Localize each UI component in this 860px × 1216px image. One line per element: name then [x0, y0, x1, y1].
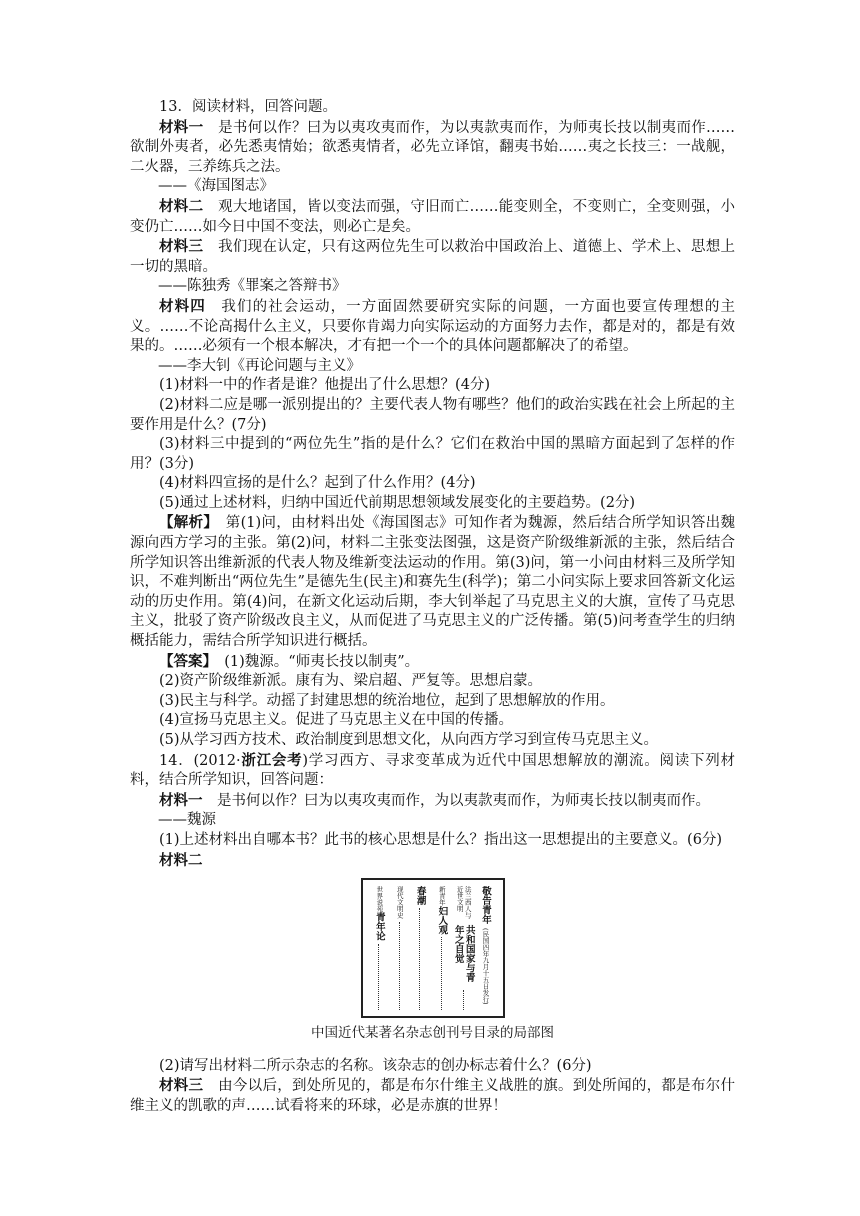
- q13-material-1: [130, 118, 735, 178]
- contents-title: 共和国家与青年之自觉: [452, 924, 475, 982]
- q13-question-3: (3)材料三中提到的“两位先生”指的是什么？它们在救治中国的黑暗方面起到了怎样的作用？(3分): [130, 436, 735, 472]
- dotted-leader: [419, 908, 421, 1010]
- answer-text: (1)魏源。“师夷长技以制夷”。: [209, 653, 420, 670]
- contents-title: 春潮: [414, 886, 426, 906]
- dotted-leader: [399, 922, 401, 1011]
- q13-question-4: (4)材料四宣扬的是什么？起到了什么作用？(4分): [159, 475, 476, 492]
- document-page: [130, 98, 735, 1116]
- contents-title: 敬告青年: [480, 886, 492, 925]
- q13-material-2: [130, 197, 735, 237]
- contents-title: 妇人观: [436, 905, 448, 935]
- dotted-leader: [378, 944, 380, 1011]
- q13-answer-5: (5)从学习西方技术、政治制度到思想文化，从向西方学习到宣传马克思主义。: [159, 732, 659, 748]
- material-label: 材料一: [159, 118, 204, 136]
- q13-answer-1: [130, 652, 735, 673]
- q14-material-1-source: ——魏源: [158, 812, 216, 829]
- q13-material-4-source: ——李大钊《再论问题与主义》: [158, 357, 361, 374]
- material-text: 我们现在认定，只有这两位先生可以救治中国政治上、道德上、学术上、思想上一切的黑暗。: [130, 239, 736, 275]
- magazine-contents-image: [361, 878, 505, 1018]
- contents-note: (民国四年九月十五日发行): [481, 928, 490, 1005]
- material-text: 是书何以作？曰为以夷攻夷而作，为以夷款夷而作，为师夷长技以制夷而作。: [202, 792, 710, 809]
- q13-question-1: (1)材料一中的作者是谁？他提出了什么思想？(4分): [159, 377, 491, 394]
- contents-column: [436, 886, 447, 1010]
- analysis-label: 【解析】: [159, 514, 211, 532]
- q13-material-4: [130, 297, 735, 357]
- magazine-figure: [130, 878, 735, 1018]
- answer-label: 【答案】: [159, 652, 210, 670]
- q13-answer-2: (2)资产阶级维新派。康有为、梁启超、严复等。思想启蒙。: [159, 673, 543, 690]
- q13-material-3-source: ——陈独秀《罪案之答辩书》: [158, 278, 347, 295]
- material-label: 材料三: [159, 1077, 204, 1095]
- q14-title-text: )学习西方、寻求变革成为近代中国思想解放的潮流。阅读下列材料，结合所学知识，回答问题：: [130, 752, 736, 789]
- dotted-leader: [463, 990, 465, 1010]
- material-label: 材料三: [159, 238, 204, 256]
- material-text: 是书何以作？曰为以夷攻夷而作，为以夷款夷而作，为师夷长技以制夷而作……欲制外夷者，必先悉夷情始；欲悉夷情者，必先立译馆，翻夷书始……夷之长技三：一战舰，二火器，三养练兵之法。: [130, 119, 736, 175]
- contents-column: [415, 886, 426, 1010]
- contents-subtitle: 现代文明史: [395, 886, 404, 919]
- dotted-leader: [441, 937, 443, 1010]
- q14-material-3: [130, 1076, 735, 1116]
- q14-number: 14．(2012·: [159, 752, 241, 769]
- contents-column: [374, 886, 385, 1010]
- q14-source: 浙江会考: [240, 751, 303, 769]
- q13-analysis: [130, 513, 735, 651]
- contents-subtitle: 法兰西人与近世文明: [455, 886, 472, 919]
- q14-question-2: (2)请写出材料二所示杂志的名称。该杂志的创办标志着什么？(6分): [159, 1057, 592, 1074]
- contents-subtitle: 世界说苑: [375, 886, 384, 913]
- material-label: 材料二: [159, 197, 204, 215]
- q14-question-1: (1)上述材料出自哪本书？此书的核心思想是什么？指出这一思想提出的主要意义。(6分): [159, 831, 723, 848]
- contents-title: 青年论: [373, 912, 385, 941]
- contents-column: [480, 886, 491, 1010]
- material-text: 观大地诸国，皆以变法而强，守旧而亡……能变则全，不变则亡，全变则强，小变仍亡……如今日中国不变法，则必亡是矣。: [130, 198, 736, 235]
- material-text: 由今以后，到处所见的，都是布尔什维主义战胜的旗。到处所闻的，都是布尔什维主义的凯歌的声……试看将来的环球，必是赤旗的世界！: [130, 1078, 736, 1114]
- material-text: 我们的社会运动，一方面固然要研究实际的问题，一方面也要宣传理想的主义。……不论高揭什么主义，只要你肯竭力向实际运动的方面努力去作，都是对的，都是有效果的。……必须有一个根本解决，才有把一个一个的具体问题都解决了的希望。: [130, 298, 736, 355]
- contents-column: [396, 886, 404, 1010]
- q14-material-2-label: 材料二: [159, 851, 203, 869]
- q13-answer-3: (3)民主与科学。动摇了封建思想的统治地位，起到了思想解放的作用。: [159, 692, 615, 709]
- material-label: 材料四: [159, 297, 206, 315]
- analysis-text: 第(1)问，由材料出处《海国图志》可知作者为魏源，然后结合所学知识答出魏源向西方学习的主张。第(2)问，材料二主张变法图强，这是资产阶级维新派的主张，然后结合所学知识答出维新派的代表人物及维新变法运动的作用。第(3)问，第一小问由材料三及所学知识，不难判断出“两位先生”是德先生(民主)和赛先生(科学)；第二小问实际上要求回答新文化运动的历史作用。第(4)问，在新文化运动后期，李大钊举起了马克思主义的大旗，宣传了马克思主义，批驳了资产阶级改良主义，从而促进了马克思主义的广泛传播。第(5)问考查学生的归纳概括能力，需结合所学知识进行概括。: [130, 515, 735, 650]
- q14-title: [130, 751, 735, 791]
- q13-material-1-source: ——《海国图志》: [158, 178, 274, 195]
- q13-title: 13．阅读材料，回答问题。: [159, 99, 337, 115]
- q13-question-5: (5)通过上述材料，归纳中国近代前期思想领域发展变化的主要趋势。(2分): [159, 494, 636, 511]
- q13-question-2: (2)材料二应是哪一派别提出的？主要代表人物有哪些？他们的政治实践在社会上所起的主要作用是什么？(7分): [130, 396, 735, 433]
- q14-material-1: [130, 791, 735, 812]
- contents-column: [452, 886, 475, 1010]
- contents-subtitle: 新青年: [437, 886, 446, 906]
- material-label: 材料一: [159, 791, 203, 809]
- figure-caption: 中国近代某著名杂志创刊号目录的局部图: [311, 1025, 554, 1042]
- q13-answer-4: (4)宣扬马克思主义。促进了马克思主义在中国的传播。: [159, 712, 514, 729]
- q13-material-3: [130, 237, 735, 277]
